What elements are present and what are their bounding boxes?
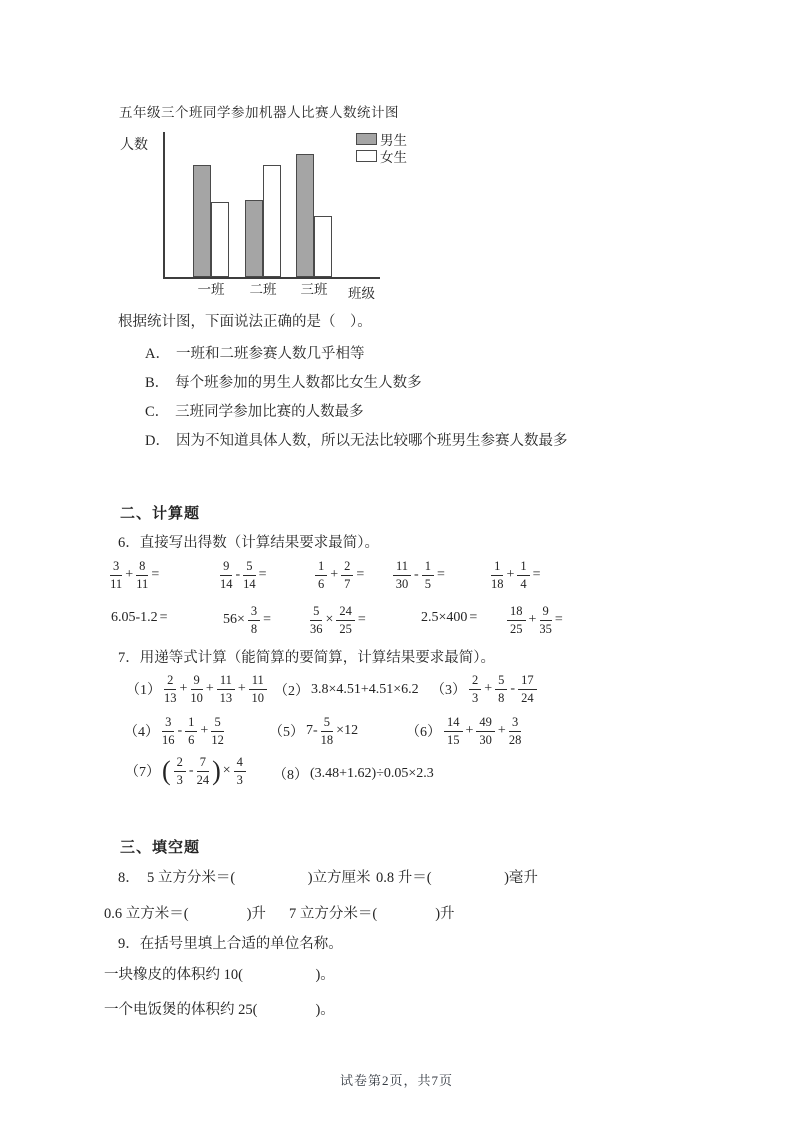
- item-number: （2）: [274, 684, 309, 699]
- fraction: $\frac{17}{24}$: [518, 674, 537, 704]
- chart-title: 五年级三个班同学参加机器人比赛人数统计图: [119, 105, 399, 120]
- fraction: $\frac{9}{35}$: [539, 604, 552, 636]
- fraction: $\frac{1}{18}$: [491, 559, 504, 591]
- bar-二班-男生: [245, 200, 263, 277]
- q7-row1: [118, 674, 693, 714]
- math-expression: 3.8×4.51+4.51×6.2: [311, 682, 419, 697]
- fraction: $\frac{4}{3}$: [234, 756, 246, 786]
- item-number: （8）: [273, 768, 308, 783]
- option-C: [145, 400, 364, 421]
- fraction: $\frac{2}{3}$: [469, 674, 481, 704]
- legend-item-female: [356, 147, 407, 164]
- math-expression: $\frac{3}{11}$ + $\frac{8}{11}$ =: [110, 559, 160, 591]
- math-expression: ( $\frac{2}{3}$ - $\frac{7}{24}$ ) × $\frac{4}{3}$: [161, 756, 248, 786]
- math-expression: $\frac{14}{15}$ + $\frac{49}{30}$ + $\frac{3}{28}$: [442, 716, 523, 746]
- math-expression: 56× $\frac{3}{8}$ =: [223, 604, 272, 636]
- fraction: $\frac{8}{11}$: [136, 559, 149, 591]
- option-D-label: D．: [145, 433, 170, 449]
- fraction: $\frac{3}{11}$: [110, 559, 123, 591]
- q7-item-8: [272, 764, 435, 784]
- bar-三班-女生: [314, 216, 332, 277]
- q8-blank-3: 0.6 立方米＝( )升: [104, 906, 266, 922]
- option-C-label: C．: [145, 404, 170, 420]
- fraction: $\frac{18}{25}$: [507, 605, 526, 635]
- option-D-text: 因为不知道具体人数，所以无法比较哪个班男生参赛人数最多: [175, 433, 568, 449]
- option-B-text: 每个班参加的男生人数都比女生人数多: [175, 375, 422, 391]
- q9-line1: 一块橡皮的体积约 10( )。: [104, 967, 335, 983]
- math-expression: $\frac{5}{36}$ × $\frac{24}{25}$ =: [310, 604, 366, 636]
- q7-item-5: [268, 716, 359, 746]
- bar-一班-男生: [193, 165, 211, 277]
- bar-三班-男生: [296, 154, 314, 277]
- fraction: $\frac{11}{10}$: [249, 674, 267, 704]
- fraction: $\frac{1}{6}$: [185, 716, 197, 746]
- item-number: （7）: [125, 765, 160, 780]
- math-expression: 7- $\frac{5}{18}$ ×12: [306, 715, 359, 747]
- fraction: $\frac{11}{13}$: [217, 674, 235, 704]
- section3-heading: 三、填空题: [120, 840, 201, 856]
- question5-stem: 根据统计图，下面说法正确的是（ ）。: [118, 314, 372, 330]
- bar-chart: [118, 124, 418, 304]
- fraction: $\frac{5}{18}$: [320, 715, 334, 747]
- q8-blank-2: 0.8 升＝( )毫升: [376, 870, 538, 886]
- x-tick-label: 一班: [197, 282, 225, 297]
- fraction: $\frac{24}{25}$: [336, 605, 355, 635]
- math-expression: $\frac{1}{18}$ + $\frac{1}{4}$ =: [491, 559, 541, 591]
- fraction: $\frac{3}{28}$: [508, 715, 522, 747]
- option-A: [145, 342, 364, 363]
- page-footer: 试卷第2页，共7页: [339, 1073, 453, 1088]
- math-expression: $\frac{2}{3}$ + $\frac{5}{8}$ - $\frac{17}{24}$: [467, 674, 539, 704]
- fraction: $\frac{1}{6}$: [315, 560, 327, 590]
- x-tick-label: 三班: [300, 282, 328, 297]
- fraction: $\frac{2}{3}$: [174, 756, 186, 786]
- option-C-text: 三班同学参加比赛的人数最多: [175, 404, 364, 420]
- q9-line2: 一个电饭煲的体积约 25( )。: [104, 1002, 335, 1018]
- legend-label-male: 男生: [380, 132, 407, 148]
- fraction: $\frac{5}{14}$: [243, 559, 256, 591]
- fraction: $\frac{9}{10}$: [190, 673, 203, 705]
- item-number: （5）: [269, 725, 304, 740]
- option-B: [145, 371, 422, 392]
- legend-item-male: [356, 130, 407, 147]
- math-expression: $\frac{3}{16}$ - $\frac{1}{6}$ + $\frac{5}{12}$: [162, 715, 224, 747]
- legend-swatch-female: [356, 150, 377, 162]
- item-number: （4）: [124, 725, 159, 740]
- bar-一班-女生: [211, 202, 229, 277]
- fraction: $\frac{11}{30}$: [393, 560, 411, 590]
- q7-item-4: [123, 716, 226, 746]
- fraction: $\frac{5}{8}$: [495, 674, 507, 704]
- item-number: （6）: [406, 725, 441, 740]
- q7-item-3: [430, 674, 539, 704]
- fraction: $\frac{1}{4}$: [517, 560, 529, 590]
- q7-item-2: [273, 680, 420, 700]
- fraction: $\frac{5}{36}$: [310, 604, 323, 636]
- legend-swatch-male: [356, 133, 377, 145]
- legend-label-female: 女生: [380, 149, 407, 165]
- page-content: [104, 0, 698, 1122]
- math-expression: $\frac{9}{14}$ - $\frac{5}{14}$ =: [220, 559, 267, 591]
- section2-heading: 二、计算题: [120, 506, 201, 522]
- q7-item-1: [125, 674, 269, 704]
- x-axis-label: 班级: [348, 286, 375, 301]
- math-expression: 2.5×400 =: [421, 610, 478, 625]
- fraction: $\frac{9}{14}$: [220, 559, 233, 591]
- math-expression: 6.05-1.2 =: [111, 610, 168, 625]
- x-tick-label: 二班: [249, 282, 277, 297]
- math-expression: (3.48+1.62)÷0.05×2.3: [310, 766, 434, 781]
- q7-item-7: [124, 756, 248, 786]
- fraction: $\frac{2}{13}$: [164, 673, 177, 705]
- math-expression: $\frac{2}{13}$ + $\frac{9}{10}$ + $\frac{11}{13}$ + $\frac{11}{10}$: [162, 674, 269, 704]
- fraction: $\frac{5}{12}$: [211, 715, 224, 747]
- option-A-label: A．: [145, 346, 170, 362]
- q7-item-6: [405, 716, 523, 746]
- math-expression: $\frac{11}{30}$ - $\frac{1}{5}$ =: [391, 560, 446, 590]
- q7-row3: [118, 756, 693, 800]
- fraction: $\frac{1}{5}$: [422, 560, 434, 590]
- item-number: （3）: [431, 683, 466, 698]
- fraction: $\frac{3}{16}$: [162, 715, 175, 747]
- fraction: $\frac{49}{30}$: [476, 716, 495, 746]
- question6-stem: 6．直接写出得数（计算结果要求最简）。: [118, 535, 379, 551]
- item-number: （1）: [126, 683, 161, 698]
- chart-legend: [356, 130, 407, 164]
- fraction: $\frac{3}{8}$: [248, 605, 260, 635]
- option-D: [145, 429, 567, 450]
- y-axis-label: 人数: [120, 138, 148, 153]
- question9-stem: 9．在括号里填上合适的单位名称。: [118, 936, 343, 952]
- math-expression: $\frac{18}{25}$ + $\frac{9}{35}$ =: [505, 605, 564, 635]
- option-B-label: B．: [145, 375, 170, 391]
- option-A-text: 一班和二班参赛人数几乎相等: [175, 346, 365, 362]
- math-expression: $\frac{1}{6}$ + $\frac{2}{7}$ =: [313, 560, 365, 590]
- fraction: $\frac{7}{24}$: [196, 755, 210, 787]
- q8-blank-4: 7 立方分米＝( )升: [289, 906, 455, 922]
- q7-row2: [118, 716, 693, 756]
- q8-blank-1: 8． 5 立方分米＝( )立方厘米: [118, 870, 371, 886]
- fraction: $\frac{2}{7}$: [341, 560, 353, 590]
- question7-stem: 7．用递等式计算（能简算的要简算，计算结果要求最简）。: [118, 650, 495, 666]
- bar-二班-女生: [263, 165, 281, 277]
- fraction: $\frac{14}{15}$: [444, 716, 463, 746]
